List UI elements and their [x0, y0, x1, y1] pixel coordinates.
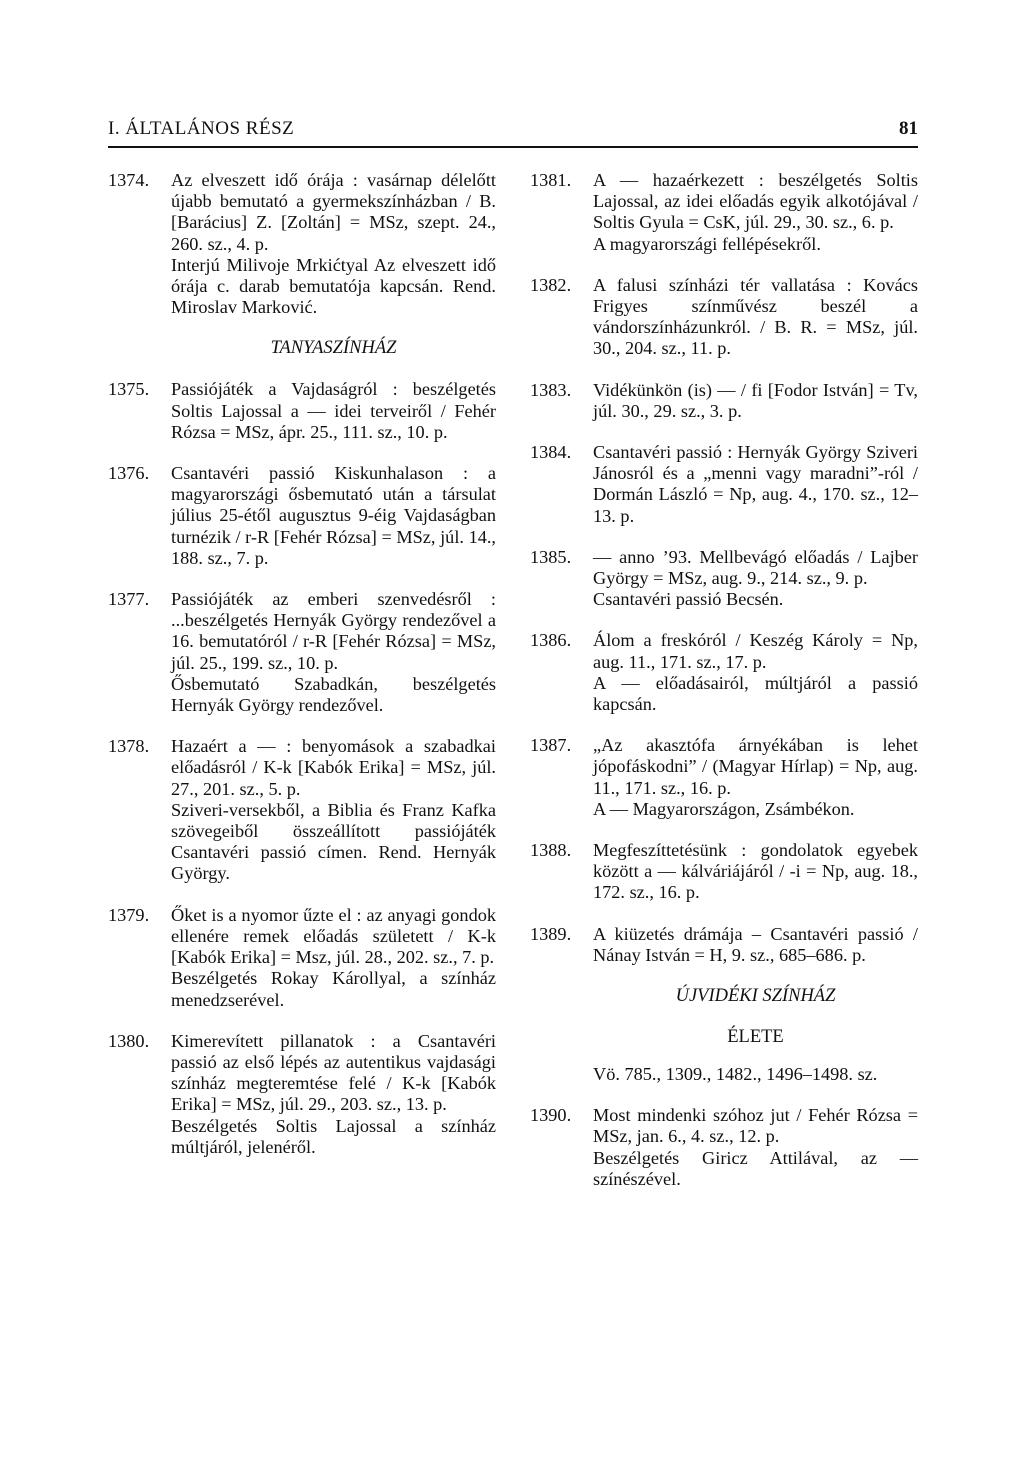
entry-annotation: Sziveri-versekből, a Biblia és Franz Kafka szövegeiből összeállított passiójáték Csantavéri passió címen. Rend. Hernyák György.: [171, 799, 496, 884]
page-number: 81: [899, 118, 918, 139]
entry-citation: Csantavéri passió : Hernyák György Sziveri Jánosról és a „menni vagy maradni”-ról / Dormán László = Np, aug. 4., 170. sz., 12–13. p.: [593, 442, 918, 526]
entry-number: 1388.: [530, 840, 572, 861]
entry-citation: Megfeszíttetésünk : gondolatok egyebek között a — kálváriájáról / -i = Np, aug. 18., 172. sz., 16. p.: [593, 840, 918, 903]
entry-annotation: Beszélgetés Rokay Károllyal, a színház menedzserével.: [171, 968, 496, 1010]
entry-text: [171, 463, 496, 569]
entry-number: 1375.: [108, 379, 150, 400]
section-heading: TANYASZÍNHÁZ: [270, 338, 397, 359]
entry-annotation: Ősbemutató Szabadkán, beszélgetés Hernyák György rendezővel.: [171, 673, 496, 716]
entry-text: [593, 275, 918, 360]
left-column: [108, 170, 496, 1210]
right-column: [530, 170, 918, 1210]
cross-reference: Vö. 785., 1309., 1482., 1496–1498. sz.: [593, 1064, 878, 1085]
entry-citation: Álom a freskóról / Keszég Károly = Np, aug. 11., 171. sz., 17. p.: [593, 630, 918, 672]
entry-number: 1381.: [530, 170, 572, 190]
entry-number: 1383.: [530, 379, 572, 400]
entry-citation: Csantavéri passió Kiskunhalason : a magyarországi ősbemutató után a társulat július 25-étől augusztus 9-éig Vajdaságban turnézik / r-R [Fehér Rózsa] = MSz, júl. 14., 188. sz., 7. p.: [171, 463, 496, 568]
entry-text: [593, 735, 918, 820]
entry-text: [593, 924, 918, 966]
entry-text: [593, 630, 918, 715]
bibliography-entry: [108, 736, 496, 884]
entry-text: [593, 380, 918, 422]
entry-citation: Vidékünkön (is) — / fi [Fodor István] = Tv, júl. 30., 29. sz., 3. p.: [593, 379, 918, 421]
entry-text: [593, 840, 918, 904]
entry-number: 1374.: [108, 170, 150, 190]
bibliography-entry: [530, 275, 918, 360]
entry-citation: Passiójáték az emberi szenvedésről : ...beszélgetés Hernyák György rendezővel a 16. bemutatóról / r-R [Fehér Rózsa] = MSz, júl. 25., 199. sz., 10. p.: [171, 589, 496, 673]
bibliography-entry: [530, 170, 918, 255]
bibliography-entry: [530, 840, 918, 904]
bibliography-entry: [530, 735, 918, 820]
entry-citation: Az elveszett idő órája : vasárnap délelőtt újabb bemutató a gyermekszínházban / B. [Barácius] Z. [Zoltán] = MSz, szept. 24., 260. sz., 4. p.: [171, 170, 496, 254]
entry-text: [171, 905, 496, 1011]
entry-text: [171, 1031, 496, 1158]
entry-text: [171, 736, 496, 884]
entry-citation: Passiójáték a Vajdaságról : beszélgetés Soltis Lajossal a — idei terveiről / Fehér Rózsa = MSz, ápr. 25., 111. sz., 10. p.: [171, 379, 496, 442]
bibliography-entry: [108, 589, 496, 716]
entry-citation: — anno ’93. Mellbevágó előadás / Lajber György = MSz, aug. 9., 214. sz., 9. p.: [593, 546, 918, 589]
entry-number: 1376.: [108, 463, 150, 484]
bibliography-entry: [530, 547, 918, 611]
entry-number: 1378.: [108, 736, 150, 757]
entry-number: 1377.: [108, 589, 150, 610]
entry-number: 1387.: [530, 735, 572, 756]
section-heading: ÚJVIDÉKI SZÍNHÁZ: [675, 986, 836, 1007]
entry-text: [593, 170, 918, 255]
entry-citation: A falusi színházi tér vallatása : Kovács Frigyes színművész beszél a vándorszínházunkról. / B. R. = MSz, júl. 30., 204. sz., 11. p.: [593, 274, 918, 359]
entry-annotation: Beszélgetés Giricz Attilával, az — színészével.: [593, 1147, 918, 1189]
entry-number: 1384.: [530, 442, 572, 463]
page-header: [108, 118, 918, 148]
bibliography-entry: [108, 170, 496, 318]
two-column-body: [108, 170, 918, 1210]
entry-citation: Kimerevített pillanatok : a Csantavéri passió az első lépés az autentikus vajdasági színház megteremtése felé / K-k [Kabók Erika] = MSz, júl. 29., 203. sz., 13. p.: [171, 1030, 496, 1115]
bibliography-entry: [530, 924, 918, 966]
entry-number: 1382.: [530, 274, 572, 295]
entry-text: [593, 442, 918, 527]
entry-citation: Most mindenki szóhoz jut / Fehér Rózsa = MSz, jan. 6., 4. sz., 12. p.: [593, 1105, 918, 1147]
entry-citation: A kiüzetés drámája – Csantavéri passió / Nánay István = H, 9. sz., 685–686. p.: [593, 923, 918, 965]
bibliography-entry: [108, 1031, 496, 1158]
entry-number: 1390.: [530, 1105, 572, 1126]
bibliography-entry: [530, 1105, 918, 1190]
entry-annotation: Interjú Milivoje Mrkićtyal Az elveszett idő órája c. darab bemutatója kapcsán. Rend. Miroslav Marković.: [171, 254, 496, 318]
entry-citation: Hazaért a — : benyomások a szabadkai előadásról / K-k [Kabók Erika] = MSz, júl. 27., 201. sz., 5. p.: [171, 736, 496, 799]
document-page: [108, 118, 918, 1210]
entry-number: 1386.: [530, 630, 572, 651]
entry-citation: Őket is a nyomor űzte el : az anyagi gondok ellenére remek előadás született / K-k [Kabók Erika] = Msz, júl. 28., 202. sz., 7. p.: [171, 904, 496, 968]
bibliography-entry: [530, 442, 918, 527]
entry-number: 1379.: [108, 904, 150, 925]
bibliography-entry: [108, 905, 496, 1011]
bibliography-entry: [108, 379, 496, 443]
entry-annotation: A — előadásairól, múltjáról a passió kapcsán.: [593, 672, 918, 715]
bibliography-entry: [108, 463, 496, 569]
entry-text: [593, 1105, 918, 1190]
entry-annotation: A magyarországi fellépésekről.: [593, 233, 821, 254]
bibliography-entry: [530, 630, 918, 715]
entry-annotation: Csantavéri passió Becsén.: [593, 589, 784, 610]
entry-annotation: Beszélgetés Soltis Lajossal a színház múltjáról, jelenéről.: [171, 1115, 496, 1157]
entry-citation: A — hazaérkezett : beszélgetés Soltis Lajossal, az idei előadás egyik alkotójával / Soltis Gyula = CsK, júl. 29., 30. sz., 6. p.: [593, 170, 918, 233]
entry-number: 1380.: [108, 1030, 150, 1051]
entry-text: [171, 379, 496, 443]
entry-number: 1385.: [530, 546, 572, 567]
entry-text: [593, 547, 918, 611]
entry-citation: „Az akasztófa árnyékában is lehet jópofáskodni” / (Magyar Hírlap) = Np, aug. 11., 171. sz., 16. p.: [593, 735, 918, 798]
bibliography-entry: [530, 380, 918, 422]
entry-text: [171, 589, 496, 716]
entry-number: 1389.: [530, 923, 572, 944]
entry-annotation: A — Magyarországon, Zsámbékon.: [593, 798, 855, 819]
section-subheading: ÉLETE: [727, 1027, 784, 1048]
entry-text: [171, 170, 496, 318]
section-title: I. ÁLTALÁNOS RÉSZ: [108, 118, 295, 139]
